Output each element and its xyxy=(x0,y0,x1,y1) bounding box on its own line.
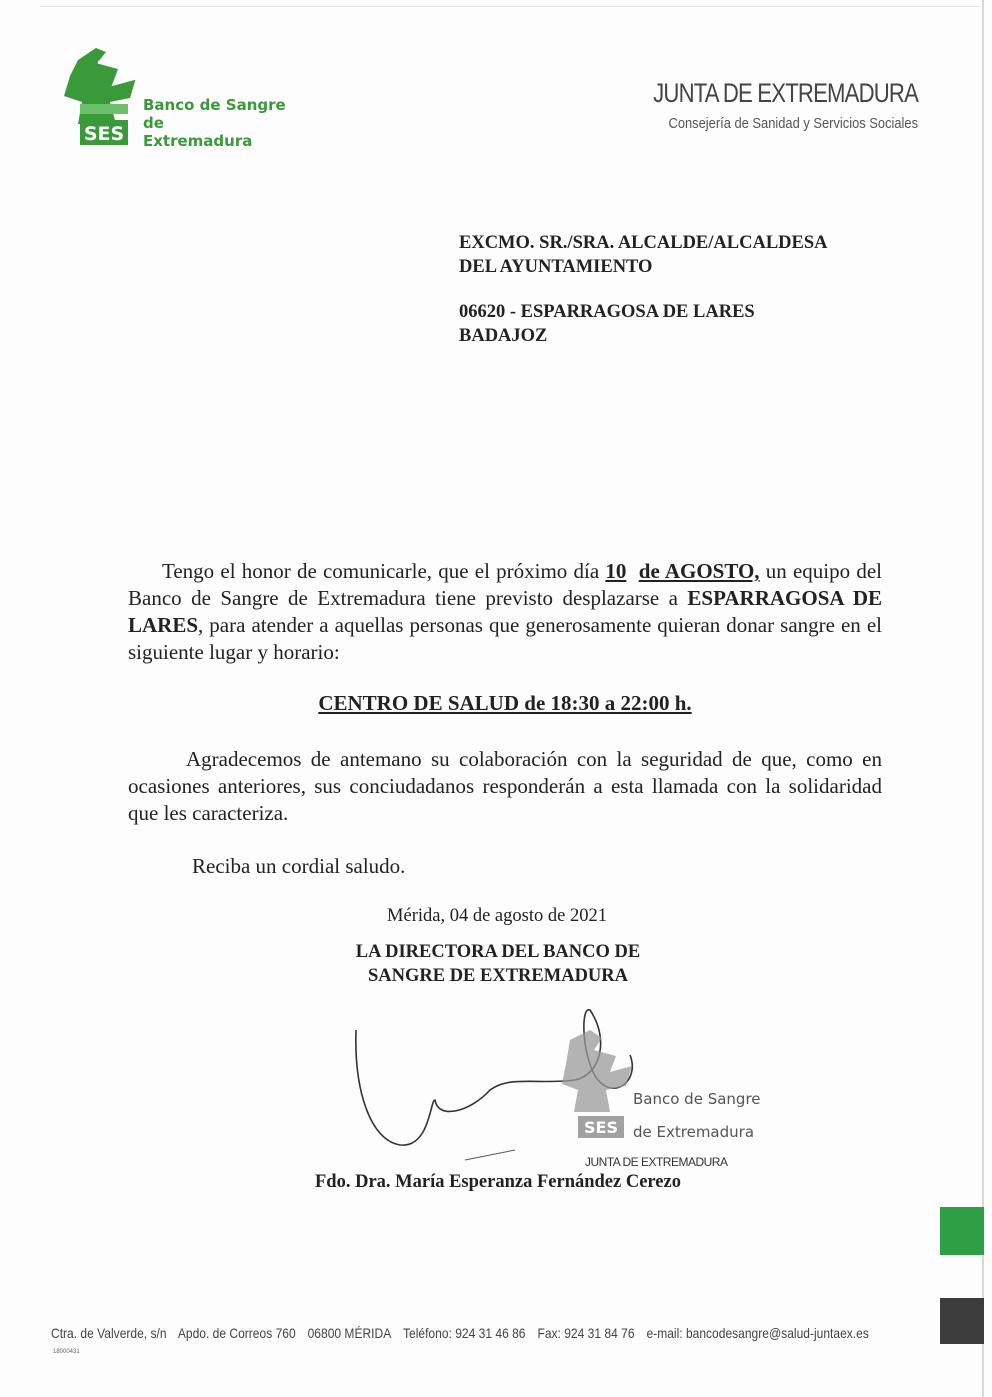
place-date: Mérida, 04 de agosto de 2021 xyxy=(387,906,607,926)
greeting: Reciba un cordial saludo. xyxy=(192,854,406,878)
addressee-line: BADAJOZ xyxy=(459,326,548,346)
logo-line: Banco de Sangre xyxy=(143,96,286,114)
footer-address: Ctra. de Valverde, s/n xyxy=(51,1325,167,1341)
event-day: 10 xyxy=(605,559,627,583)
addressee-line: DEL AYUNTAMIENTO xyxy=(459,257,653,277)
junta-title: JUNTA DE EXTREMADURA xyxy=(653,78,918,108)
footer-code: 18000431 xyxy=(53,1349,80,1355)
footer-city: 06800 MÉRIDA xyxy=(307,1325,392,1341)
logo-text xyxy=(143,96,286,150)
footer-email: e-mail: bancodesangre@salud-juntaex.es xyxy=(646,1325,869,1341)
stamp-line: de Extremadura xyxy=(633,1123,755,1141)
footer-po-box: Apdo. de Correos 760 xyxy=(177,1325,296,1341)
stamp-badge: SES xyxy=(584,1118,618,1137)
footer-fax: Fax: 924 31 84 76 xyxy=(537,1325,635,1341)
addressee-line: 06620 - ESPARRAGOSA DE LARES xyxy=(459,302,755,322)
footer-phone: Teléfono: 924 31 46 86 xyxy=(402,1325,526,1341)
logo-line: Extremadura xyxy=(143,132,253,150)
logo-line: de xyxy=(143,114,164,132)
stamp-line: Banco de Sangre xyxy=(633,1090,761,1108)
junta-subtitle: Consejería de Sanidad y Servicios Sociales xyxy=(668,115,918,132)
signer-title: LA DIRECTORA DEL BANCO DE SANGRE DE EXTREMADURA xyxy=(355,942,641,986)
town-name: ESPARRAGOSA DE LARES xyxy=(128,586,882,637)
logo-badge: SES xyxy=(83,123,125,145)
scan-top-rule xyxy=(40,6,980,7)
side-green-mark xyxy=(940,1207,984,1255)
location-schedule: CENTRO DE SALUD de 18:30 a 22:00 h. xyxy=(318,691,692,715)
junta-header xyxy=(595,78,918,132)
event-month: de AGOSTO, xyxy=(638,559,760,583)
stamp-line: JUNTA DE EXTREMADURA xyxy=(585,1155,728,1169)
signer-name: Fdo. Dra. María Esperanza Fernández Cerezo xyxy=(315,1172,681,1192)
paragraph-announcement: Tengo el honor de comunicarle, que el próximo día 10 de AGOSTO, un equipo del Banco de Sangre de Extremadura tiene previsto desplazarse a ESPARRAGOSA DE LARES, para atender a aquellas personas que generosamente quieran donar sangre en el siguiente lugar y horario: xyxy=(128,559,882,664)
side-gray-mark xyxy=(940,1298,984,1344)
addressee-block xyxy=(459,231,828,348)
footer xyxy=(51,1325,877,1341)
addressee-line: EXCMO. SR./SRA. ALCALDE/ALCALDESA xyxy=(459,233,828,253)
paragraph-thanks: Agradecemos de antemano su colaboración con la seguridad de que, como en ocasiones anteriores, sus conciudadanos responderán a esta llamada con la solidaridad que les caracteriza. xyxy=(128,747,882,825)
